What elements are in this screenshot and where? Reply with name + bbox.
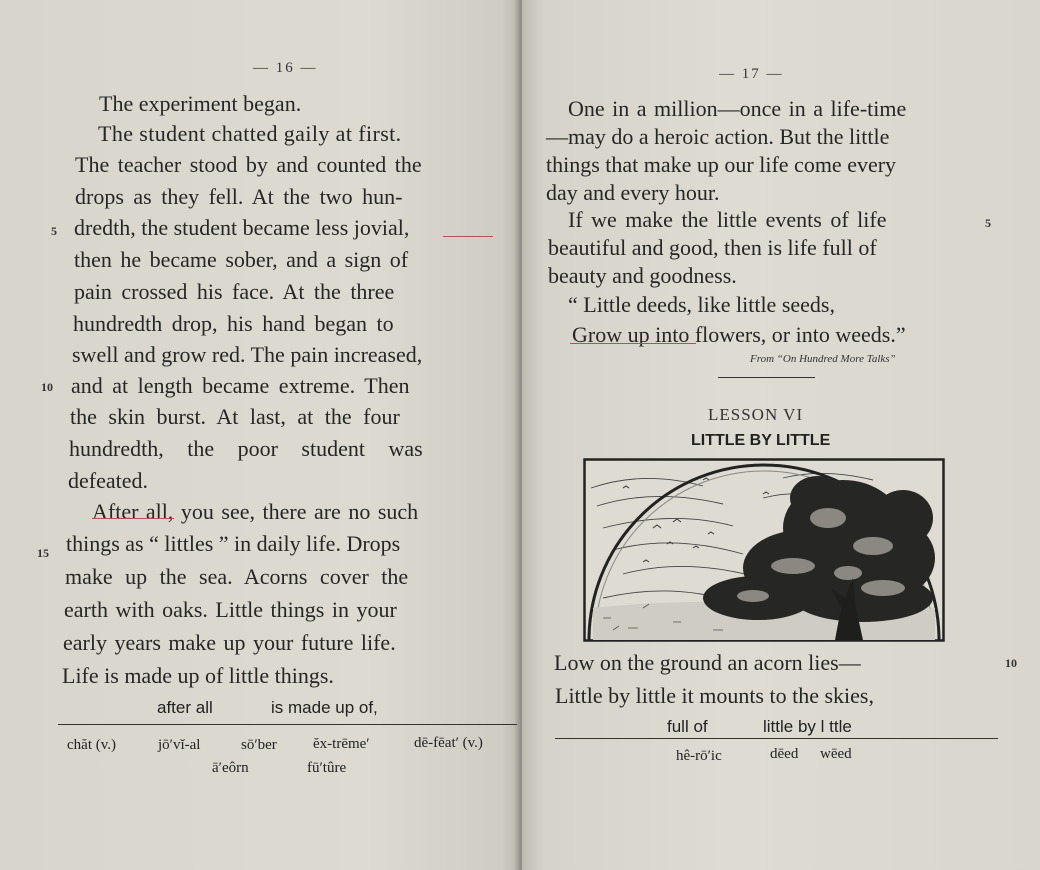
line-number: 10	[1005, 656, 1017, 670]
text-line: beauty and goodness.	[548, 263, 737, 288]
text-line: —may do a heroic action. But the little	[546, 124, 890, 149]
text-line: The student chatted gaily at first.	[98, 121, 402, 146]
text-line: Life is made up of little things.	[62, 663, 334, 688]
text-line: pain crossed his face. At the three	[74, 279, 395, 304]
text-line: After all, you see, there are no such	[92, 499, 419, 524]
text-line: earth with oaks. Little things in your	[64, 597, 397, 622]
text-line: The experiment began.	[99, 91, 302, 116]
vocab-word: dē-fēat′ (v.)	[414, 735, 483, 751]
text-line: make up the sea. Acorns cover the	[65, 564, 409, 589]
poem-line: Low on the ground an acorn lies—	[554, 650, 861, 675]
vocab-word: jō′vĭ-al	[158, 737, 201, 753]
vocab-word: sō′ber	[241, 737, 277, 753]
line-number: 5	[51, 224, 57, 238]
text-line: The teacher stood by and counted the	[75, 152, 422, 177]
text-line: and at length became extreme. Then	[71, 373, 410, 398]
line-number: 10	[41, 380, 53, 394]
text-line: “ Little deeds, like little seeds,	[568, 292, 835, 317]
oak-tree-under-rainbow-icon	[583, 458, 945, 642]
vocab-word: ĕx-trēme′	[313, 736, 370, 752]
text-line: day and every hour.	[546, 180, 720, 205]
text-line: things that make up our life come every	[546, 152, 897, 177]
footnote-rule	[555, 738, 998, 739]
pen-underline	[443, 236, 493, 237]
text-line: One in a million—once in a life-time	[568, 96, 907, 121]
footnote-rule	[58, 724, 517, 725]
gloss: little by l ttle	[763, 717, 852, 736]
vocab-word: chăt (v.)	[67, 737, 116, 753]
poem-line: Little by little it mounts to the skies,	[555, 683, 874, 708]
text-line: beautiful and good, then is life full of	[548, 235, 877, 260]
text-line: hundredth drop, his hand began to	[73, 311, 394, 336]
vocab-word: hê-rō′ic	[676, 748, 722, 764]
source-credit: From “On Hundred More Talks”	[750, 353, 896, 365]
text-line: the skin burst. At last, at the four	[70, 404, 400, 429]
gloss: full of	[667, 717, 708, 736]
page-number: — 17 —	[719, 66, 784, 82]
pen-underline	[570, 343, 696, 344]
lesson-number: LESSON VI	[708, 405, 804, 424]
text-line: drops as they fell. At the two hun-	[75, 184, 403, 209]
text-line: hundredth, the poor student was	[69, 436, 423, 461]
lesson-title: LITTLE BY LITTLE	[691, 432, 831, 449]
vocab-word: fū′tûre	[307, 760, 347, 776]
gloss: after all	[157, 698, 213, 717]
vocab-word: ā′eôrn	[212, 760, 249, 776]
page-number: — 16 —	[253, 60, 318, 76]
text-line: then he became sober, and a sign of	[74, 247, 409, 272]
text-line: things as “ littles ” in daily life. Drops	[66, 531, 401, 556]
text-line: defeated.	[68, 468, 148, 493]
line-number: 15	[37, 546, 49, 560]
text-line: If we make the little events of life	[568, 207, 887, 232]
text-line: dredth, the student became less jovial,	[74, 215, 410, 240]
gloss: is made up of,	[271, 698, 378, 717]
vocab-word: dēed	[770, 746, 799, 762]
text-line: Grow up into flowers, or into weeds.”	[572, 322, 906, 347]
text-line: swell and grow red. The pain increased,	[72, 342, 423, 367]
vocab-word: wēed	[820, 746, 852, 762]
text-line: early years make up your future life.	[63, 630, 396, 655]
pen-underline	[92, 518, 174, 519]
right-page	[522, 0, 1040, 870]
section-rule	[718, 377, 815, 378]
line-number: 5	[985, 216, 991, 230]
